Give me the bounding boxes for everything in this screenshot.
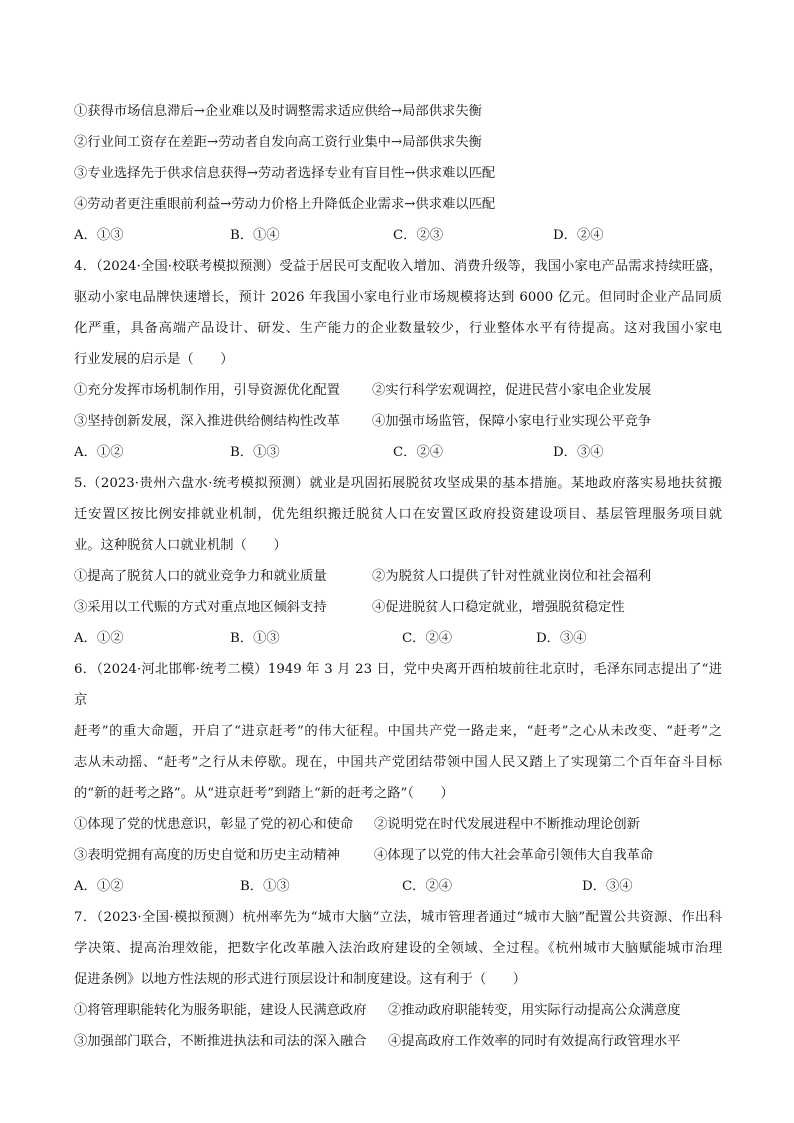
- option-3: ③坚持创新发展，深入推进供给侧结构性改革: [74, 414, 340, 429]
- option-1: ①将管理职能转化为服务职能，建设人民满意政府: [74, 1003, 367, 1018]
- option-pair: [74, 592, 722, 623]
- question-stem-line: 业。这种脱贫人口就业机制（ ）: [74, 538, 287, 553]
- answer-a[interactable]: A．①②: [74, 631, 124, 646]
- option-2: ②为脱贫人口提供了针对性就业岗位和社会福利: [372, 569, 652, 584]
- question-stem-line: 的“新的赶考之路”。从“进京赶考”到踏上“新的赶考之路”（ ）: [74, 786, 454, 801]
- option-line: ④劳动者更注重眼前利益→劳动力价格上升降低企业需求→供求难以匹配: [74, 197, 496, 212]
- option-pair: [74, 840, 722, 871]
- question-stem-line: 6．（2024·河北邯郸·统考二模）1949 年 3 月 23 日，党中央离开西柏坡前往北京时，毛泽东同志提出了“进京: [74, 662, 722, 708]
- option-1: ①提高了脱贫人口的就业竞争力和就业质量: [74, 569, 327, 584]
- question-7: [74, 902, 722, 1057]
- option-3: ③加强部门联合，不断推进执法和司法的深入融合: [74, 1034, 367, 1049]
- answer-a[interactable]: A．①②: [74, 445, 124, 460]
- answer-c[interactable]: C．②④: [393, 445, 444, 460]
- answer-a[interactable]: A．①③: [74, 228, 124, 243]
- question-4: [74, 251, 722, 468]
- option-line: ①获得市场信息滞后→企业难以及时调整需求适应供给→局部供求失衡: [74, 104, 482, 119]
- answer-a[interactable]: A．①②: [74, 879, 124, 894]
- question-6: [74, 654, 722, 902]
- answer-c[interactable]: C．②④: [402, 879, 453, 894]
- answer-b[interactable]: B．①③: [230, 445, 280, 460]
- option-4: ④促进脱贫人口稳定就业，增强脱贫稳定性: [372, 600, 625, 615]
- question-stem-line: 化严重，具备高端产品设计、研发、生产能力的企业数量较少，行业整体水平有待提高。这对我国小家电: [74, 321, 722, 336]
- answer-choices: [74, 437, 722, 468]
- prev-question: [74, 96, 722, 251]
- option-pair: [74, 995, 722, 1026]
- answer-d[interactable]: D．②④: [553, 228, 604, 243]
- question-stem-line: 赶考”的重大命题，开启了“进京赶考”的伟大征程。中国共产党一路走来，“赶考”之心从未改变、“赶考”之: [74, 724, 722, 739]
- option-pair: [74, 406, 722, 437]
- option-3: ③采用以工代赈的方式对重点地区倾斜支持: [74, 600, 327, 615]
- question-stem-line: 迁安置区按比例安排就业机制，优先组织搬迁脱贫人口在安置区政府投资建设项目、基层管理服务项目就: [74, 507, 722, 522]
- question-stem-line: 行业发展的启示是（ ）: [74, 352, 234, 367]
- option-2: ②说明党在时代发展进程中不断推动理论创新: [374, 817, 640, 832]
- answer-b[interactable]: B．①③: [240, 879, 290, 894]
- answer-b[interactable]: B．①③: [230, 631, 280, 646]
- question-stem-line: 志从未动摇、“赶考”之行从未停歇。现在，中国共产党团结带领中国人民又踏上了实现第二个百年奋斗目标: [74, 755, 722, 770]
- option-pair: [74, 1026, 722, 1057]
- answer-d[interactable]: D．③④: [553, 445, 604, 460]
- option-pair: [74, 375, 722, 406]
- answer-c[interactable]: C．②④: [402, 631, 453, 646]
- option-line: ②行业间工资存在差距→劳动者自发向高工资行业集中→局部供求失衡: [74, 135, 482, 150]
- question-stem-line: 促进条例》以地方性法规的形式进行顶层设计和制度建设。这有利于（ ）: [74, 972, 527, 987]
- question-stem-line: 5.（2023·贵州六盘水·统考模拟预测）就业是巩固拓展脱贫攻坚成果的基本措施。某地政府落实易地扶贫搬: [74, 476, 722, 491]
- option-1: ①体现了党的忧患意识，彰显了党的初心和使命: [74, 817, 354, 832]
- question-stem-line: 驱动小家电品牌快速增长，预计 2026 年我国小家电行业市场规模将达到 6000 亿元。但同时企业产品同质: [74, 290, 722, 305]
- option-pair: [74, 809, 722, 840]
- option-4: ④加强市场监管，保障小家电行业实现公平竞争: [372, 414, 652, 429]
- option-1: ①充分发挥市场机制作用，引导资源优化配置: [74, 383, 340, 398]
- answer-choices: [74, 623, 722, 654]
- answer-choices: [74, 220, 722, 251]
- option-line: ③专业选择先于供求信息获得→劳动者选择专业有盲目性→供求难以匹配: [74, 166, 496, 181]
- question-stem-line: 7．（2023·全国·模拟预测）杭州率先为“城市大脑”立法，城市管理者通过“城市大脑”配置公共资源、作出科: [74, 910, 722, 925]
- exam-page: [74, 96, 722, 1057]
- option-pair: [74, 561, 722, 592]
- option-4: ④提高政府工作效率的同时有效提高行政管理水平: [388, 1034, 681, 1049]
- question-stem-line: 学决策、提高治理效能，把数字化改革融入法治政府建设的全领域、全过程。《杭州城市大脑赋能城市治理: [74, 941, 722, 956]
- answer-d[interactable]: D．③④: [582, 879, 633, 894]
- answer-choices: [74, 871, 722, 902]
- answer-b[interactable]: B．①④: [230, 228, 280, 243]
- question-5: [74, 468, 722, 654]
- answer-d[interactable]: D．③④: [536, 631, 587, 646]
- option-3: ③表明党拥有高度的历史自觉和历史主动精神: [74, 848, 340, 863]
- answer-c[interactable]: C．②③: [393, 228, 444, 243]
- option-2: ②实行科学宏观调控，促进民营小家电企业发展: [372, 383, 652, 398]
- option-4: ④体现了以党的伟大社会革命引领伟大自我革命: [374, 848, 654, 863]
- question-stem-line: 4．（2024·全国·校联考模拟预测）受益于居民可支配收入增加、消费升级等，我国小家电产品需求持续旺盛，: [74, 259, 722, 274]
- option-2: ②推动政府职能转变，用实际行动提高公众满意度: [388, 1003, 681, 1018]
